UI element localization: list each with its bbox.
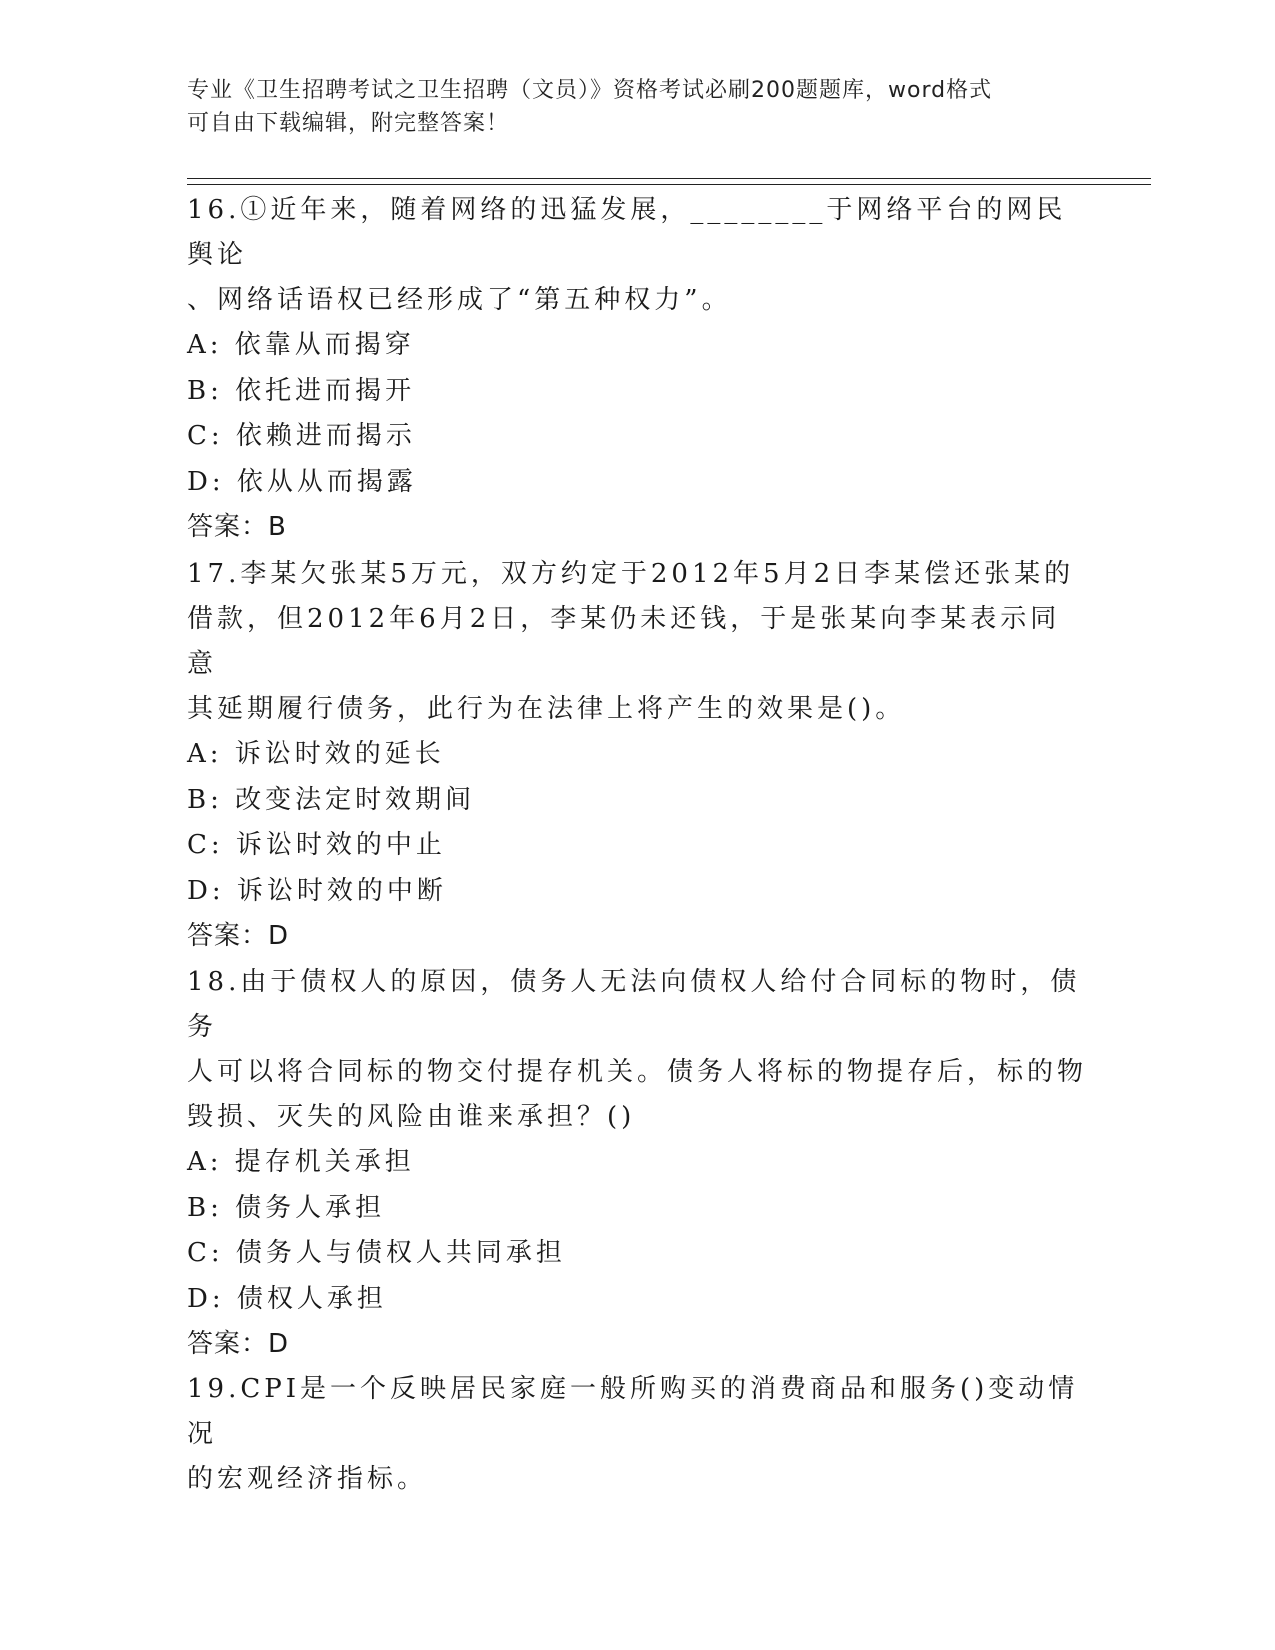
header-line-1: 专业《卫生招聘考试之卫生招聘（文员）》资格考试必刷200题题库，word格式 xyxy=(187,78,993,103)
question-19 xyxy=(187,1367,1087,1502)
header-line-2: 可自由下载编辑，附完整答案！ xyxy=(187,111,510,136)
option-b: B: 债务人承担 xyxy=(187,1192,386,1223)
question-18 xyxy=(187,960,1087,1366)
question-text-line: 人可以将合同标的物交付提存机关。债务人将标的物提存后，标的物 xyxy=(187,1057,1088,1087)
option-c: C: 依赖进而揭示 xyxy=(187,421,416,451)
option-d: D: 诉讼时效的中断 xyxy=(187,875,447,906)
option-b: B: 依托进而揭开 xyxy=(187,375,416,406)
option-c: C: 债务人与债权人共同承担 xyxy=(187,1238,566,1268)
question-text-line: 17.李某欠张某5万元，双方约定于2012年5月2日李某偿还张某的 xyxy=(187,559,1075,589)
option-a: A: 依靠从而揭穿 xyxy=(187,330,415,360)
answer-line: 答案：D xyxy=(187,1329,290,1359)
question-text-line: 19.CPI是一个反映居民家庭一般所购买的消费商品和服务()变动情况 xyxy=(187,1374,1079,1449)
question-text-line: 16.①近年来，随着网络的迅猛发展，________于网络平台的网民舆论 xyxy=(187,195,1067,270)
header-divider-thick xyxy=(187,178,1151,179)
question-text-line: 的宏观经济指标。 xyxy=(187,1464,428,1494)
answer-line: 答案：B xyxy=(187,512,287,542)
question-text-line: 18.由于债权人的原因，债务人无法向债权人给付合同标的物时，债务 xyxy=(187,967,1081,1042)
option-d: D: 依从从而揭露 xyxy=(187,466,417,497)
question-text-line: 毁损、灭失的风险由谁来承担？() xyxy=(187,1102,636,1132)
question-text-line: 借款，但2012年6月2日，李某仍未还钱，于是张某向李某表示同意 xyxy=(187,604,1061,679)
option-b: B: 改变法定时效期间 xyxy=(187,784,476,815)
document-header xyxy=(187,74,1067,140)
question-text-line: 、网络话语权已经形成了“第五种权力”。 xyxy=(187,285,732,315)
answer-line: 答案：D xyxy=(187,921,290,951)
option-c: C: 诉讼时效的中止 xyxy=(187,830,446,860)
header-divider-thin xyxy=(187,184,1151,185)
question-text-line: 其延期履行债务，此行为在法律上将产生的效果是()。 xyxy=(187,694,906,724)
option-a: A: 诉讼时效的延长 xyxy=(187,739,445,769)
option-d: D: 债权人承担 xyxy=(187,1283,387,1314)
question-16 xyxy=(187,188,1087,549)
option-a: A: 提存机关承担 xyxy=(187,1147,415,1177)
question-17 xyxy=(187,552,1087,958)
